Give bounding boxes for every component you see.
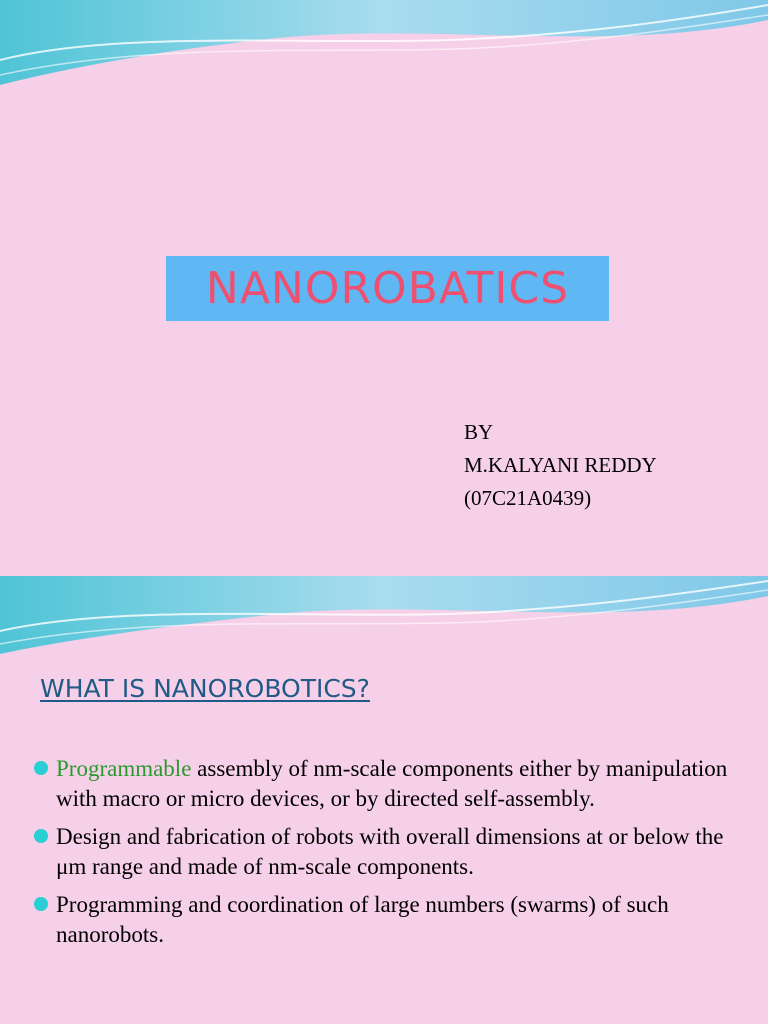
bullet-text xyxy=(56,754,734,814)
title-box xyxy=(166,256,609,321)
byline-label: BY xyxy=(464,420,494,444)
author-id: (07C21A0439) xyxy=(464,486,592,510)
list-item xyxy=(34,890,734,950)
bullet-dot-icon xyxy=(34,897,48,911)
highlight-word: Programmable xyxy=(56,756,192,781)
slide-title: NANOROBATICS xyxy=(205,263,570,314)
content-slide xyxy=(0,576,768,1024)
slide-heading: WHAT IS NANOROBOTICS? xyxy=(40,674,370,703)
bullet-list xyxy=(34,754,734,958)
author-name: M.KALYANI REDDY xyxy=(464,453,657,477)
list-item xyxy=(34,754,734,814)
header-wave-decoration xyxy=(0,0,768,100)
bullet-dot-icon xyxy=(34,761,48,775)
bullet-text: Programming and coordination of large numbers (swarms) of such nanorobots. xyxy=(56,892,669,947)
bullet-text: Design and fabrication of robots with overall dimensions at or below the μm range and made of nm-scale components. xyxy=(56,824,724,879)
list-item xyxy=(34,822,734,882)
header-wave-decoration xyxy=(0,576,768,666)
bullet-body: assembly of nm-scale components either by manipulation with macro or micro devices, or by directed self-assembly. xyxy=(56,756,728,811)
bullet-dot-icon xyxy=(34,829,48,843)
author-byline xyxy=(464,416,657,512)
